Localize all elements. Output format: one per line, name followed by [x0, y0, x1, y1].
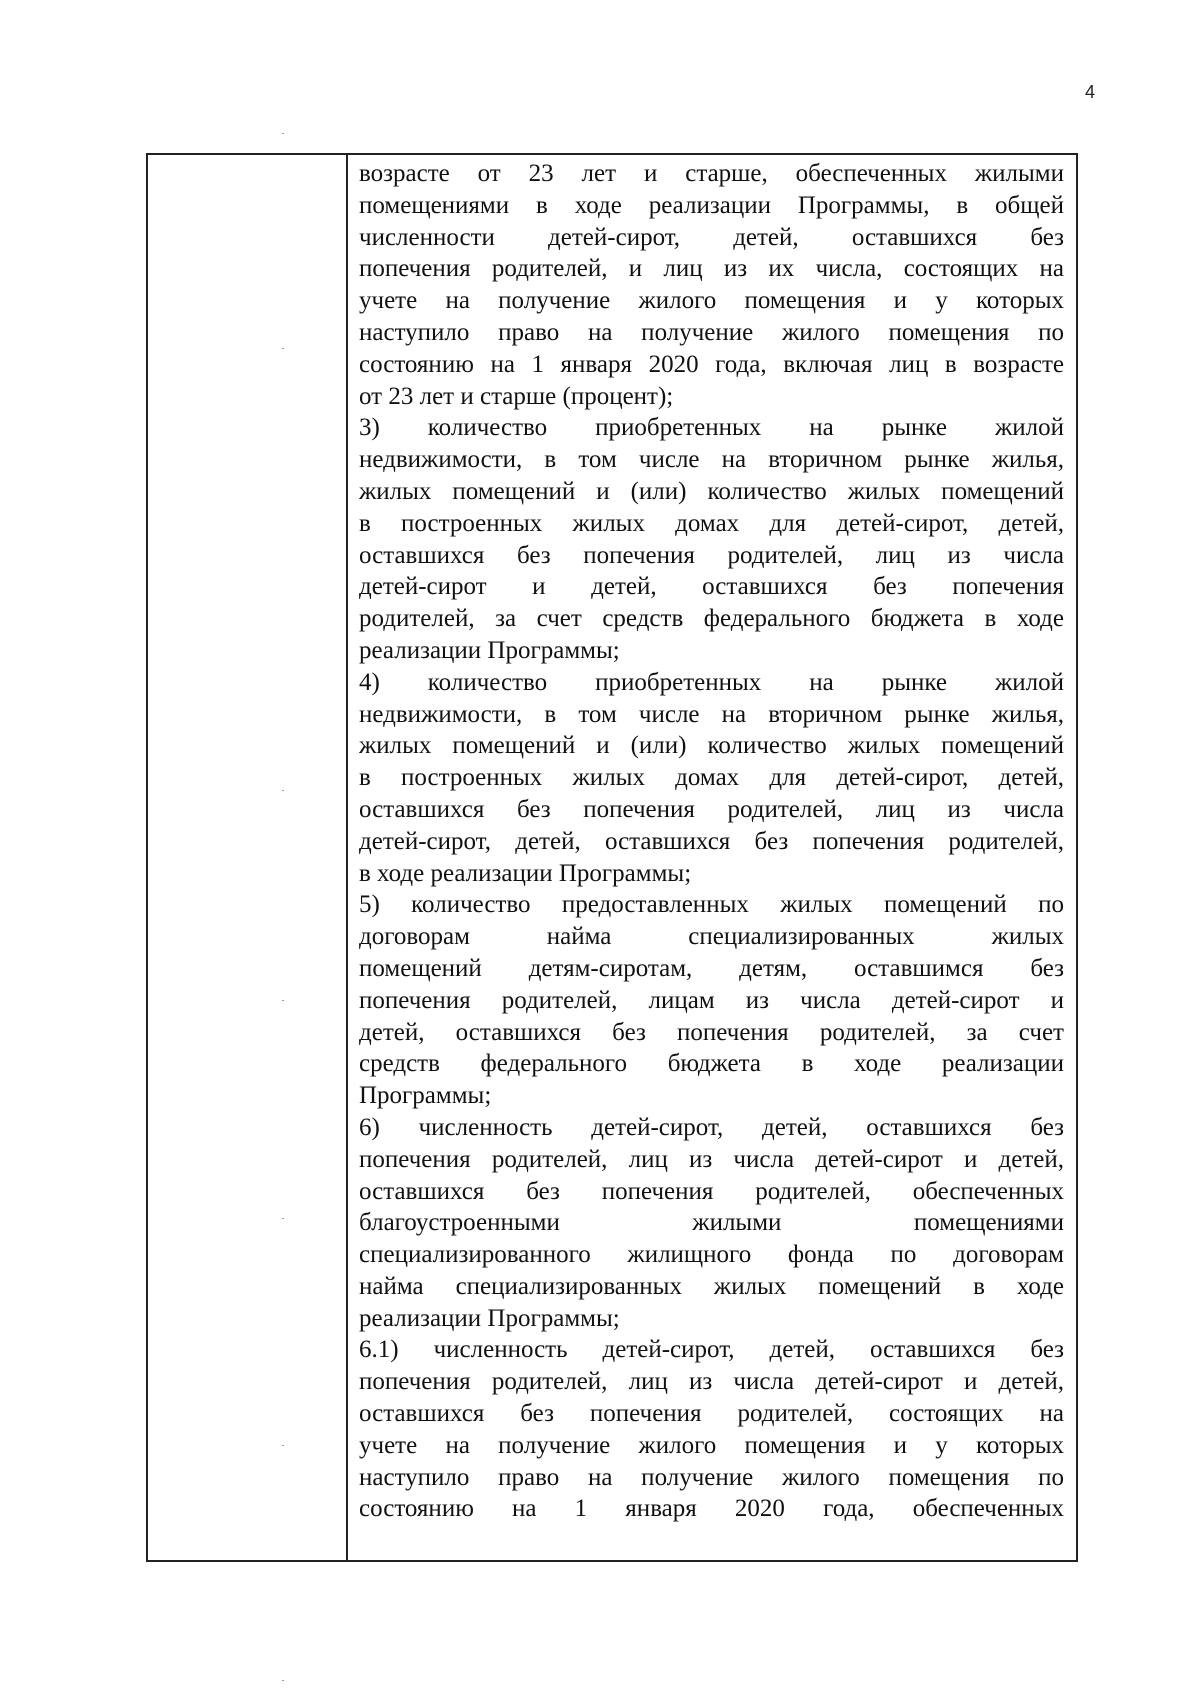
- text-line: жилых помещений и (или) количество жилых помещений: [359, 732, 1064, 760]
- scan-speck: [282, 348, 284, 349]
- text-line: наступило право на получение жилого помещения по: [359, 318, 1064, 346]
- text-line: реализации Программы;: [359, 1304, 620, 1332]
- scan-speck: [282, 1680, 284, 1681]
- text-line: недвижимости, в том числе на вторичном рынке жилья,: [359, 700, 1064, 728]
- text-line: найма специализированных жилых помещений в ходе: [359, 1272, 1064, 1300]
- text-line: попечения родителей, лиц из числа детей-сирот и детей,: [359, 1368, 1064, 1396]
- text-line: учете на получение жилого помещения и у которых: [359, 287, 1064, 315]
- text-line: в построенных жилых домах для детей-сирот, детей,: [359, 509, 1064, 537]
- scan-speck: [282, 1000, 284, 1001]
- text-line: оставшихся без попечения родителей, лиц из числа: [359, 795, 1064, 823]
- text-line: 6) численность детей-сирот, детей, оставшихся без: [359, 1113, 1064, 1141]
- text-line: оставшихся без попечения родителей, состоящих на: [359, 1400, 1064, 1428]
- text-line: численности детей-сирот, детей, оставшихся без: [359, 223, 1064, 251]
- text-line: специализированного жилищного фонда по договорам: [359, 1241, 1064, 1269]
- text-line: детей, оставшихся без попечения родителей, за счет: [359, 1018, 1064, 1046]
- text-line: наступило право на получение жилого помещения по: [359, 1463, 1064, 1491]
- text-line: состоянию на 1 января 2020 года, обеспеченных: [359, 1495, 1064, 1523]
- document-table: [146, 153, 1078, 1562]
- text-line: средств федерального бюджета в ходе реализации: [359, 1050, 1064, 1078]
- scan-speck: [282, 1218, 284, 1219]
- text-line: родителей, за счет средств федерального бюджета в ходе: [359, 605, 1064, 633]
- text-line: 3) количество приобретенных на рынке жилой: [359, 414, 1064, 442]
- text-line: реализации Программы;: [359, 636, 620, 664]
- text-line: 4) количество приобретенных на рынке жилой: [359, 668, 1064, 696]
- text-line: договорам найма специализированных жилых: [359, 923, 1064, 951]
- text-line: попечения родителей, лицам из числа детей-сирот и: [359, 986, 1064, 1014]
- text-line: попечения родителей, и лиц из их числа, состоящих на: [359, 255, 1064, 283]
- scan-speck: [282, 1445, 284, 1446]
- text-line: оставшихся без попечения родителей, обеспеченных: [359, 1177, 1064, 1205]
- scan-speck: [282, 133, 284, 134]
- text-line: жилых помещений и (или) количество жилых помещений: [359, 477, 1064, 505]
- text-line: возрасте от 23 лет и старше, обеспеченных жилыми: [359, 160, 1064, 187]
- text-line: 5) количество предоставленных жилых помещений по: [359, 891, 1064, 919]
- text-line: от 23 лет и старше (процент);: [359, 382, 674, 410]
- text-line: помещений детям-сиротам, детям, оставшимся без: [359, 954, 1064, 982]
- text-line: детей-сирот и детей, оставшихся без попечения: [359, 573, 1064, 601]
- text-line: 6.1) численность детей-сирот, детей, оставшихся без: [359, 1336, 1064, 1364]
- text-line: попечения родителей, лиц из числа детей-сирот и детей,: [359, 1145, 1064, 1173]
- text-line: оставшихся без попечения родителей, лиц из числа: [359, 541, 1064, 569]
- page-number: 4: [1085, 82, 1096, 102]
- text-line: учете на получение жилого помещения и у которых: [359, 1431, 1064, 1459]
- text-line: детей-сирот, детей, оставшихся без попечения родителей,: [359, 827, 1064, 855]
- text-line: Программы;: [359, 1082, 492, 1110]
- text-line: в построенных жилых домах для детей-сирот, детей,: [359, 764, 1064, 792]
- text-line: недвижимости, в том числе на вторичном рынке жилья,: [359, 446, 1064, 474]
- text-line: в ходе реализации Программы;: [359, 859, 692, 887]
- text-line: благоустроенными жилыми помещениями: [359, 1209, 1064, 1237]
- text-line: состоянию на 1 января 2020 года, включая лиц в возрасте: [359, 350, 1064, 378]
- table-left-cell: [148, 155, 348, 1560]
- table-text-cell: [348, 155, 1076, 1560]
- text-line: помещениями в ходе реализации Программы, в общей: [359, 191, 1064, 219]
- scan-speck: [282, 790, 284, 791]
